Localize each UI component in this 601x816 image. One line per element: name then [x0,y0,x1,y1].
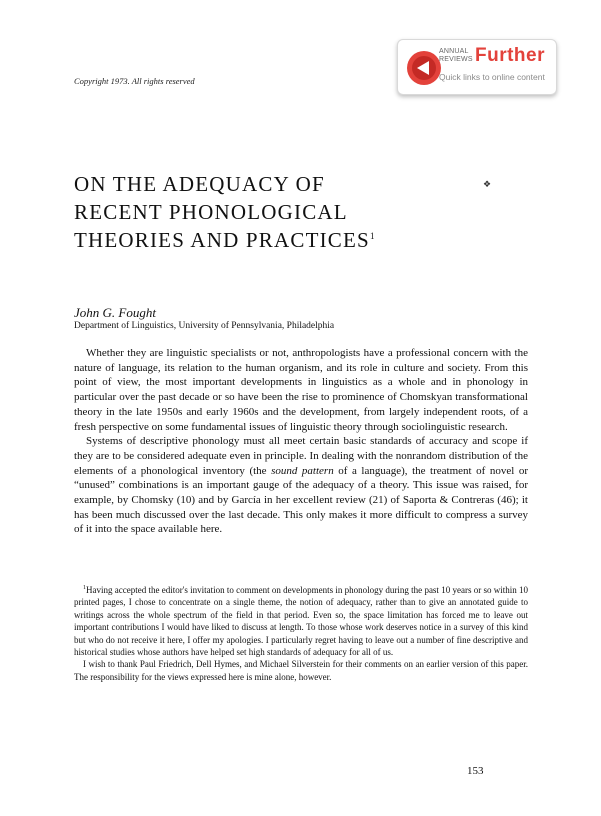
footnote-1-text: Having accepted the editor's invitation to comment on developments in phonology during the past 10 years or so within 10 printed pages, I chose to concentrate on a single theme, the notion of adequacy, rather than to give an annotated guide to writings across the whole spectrum of the field in that period. Even so, the space limitation has forced me to leave out important contributions I would have liked to discuss at length. To those whose work deserves notice in a survey of this kind but who do not receive it here, I offer my apologies. I particularly regret having to leave out a number of fine descriptive and historical studies whose authors have helped set high standards of adequacy for all of us. [74,585,528,658]
reviews-label: REVIEWS [439,56,473,63]
footnote-1-mark: 1 [83,585,86,591]
badge-tagline: Quick links to online content [439,72,545,82]
footnote-1 [74,584,528,658]
further-label: Further [475,45,545,66]
title-line-3: THEORIES AND PRACTICES [74,228,370,252]
paragraph-2-text-start: Systems of descriptive phonology must all meet certain basic standards of accuracy and scope if they are to be considered adequate even in principle. In dealing with the nonrandom distribution of the elements of a phonological inventory (the [74,435,528,477]
body-paragraph-1: Whether they are linguistic specialists or not, anthropologists have a professional concern with the nature of language, its relation to the human organism, and its role in culture and society. From this point of view, the most important developments in linguistics as a whole and in phonology in particular over the past decade or so have been the rise to prominence of Chomskyan transformational theory in the late 1950s and early 1960s and the development, from largely independent roots, of a fresh perspective on some fundamental issues of linguistic theory through sociolinguistic research. [74,347,528,433]
author-affiliation: Department of Linguistics, University of Pennsylvania, Philadelphia [74,321,335,331]
footnote-acknowledgment: I wish to thank Paul Friedrich, Dell Hymes, and Michael Silverstein for their comments on an earlier version of this paper. The responsibility for the views expressed here is mine alone, however. [74,659,528,682]
article-title [74,170,374,254]
annual-label: ANNUAL [439,48,469,55]
play-arrow-logo-icon [404,48,444,88]
paragraph-2-text-end: of a language), the treatment of novel or “unused” combinations is an important gauge of the adequacy of a theory. This issue was raised, for example, by Chomsky (10) and by García in her excellent review (21) of Saporta & Contreras (46); it has been much discussed over the last decade. This only makes it more difficult to compress a survey of it into the space available here. [74,464,528,536]
ornament-diamond-icon: ❖ [483,180,492,190]
title-line-1: ON THE ADEQUACY OF [74,172,325,196]
title-footnote-mark[interactable]: 1 [369,231,375,241]
sound-pattern-term: sound pattern [271,464,334,477]
annual-reviews-wordmark [439,48,473,64]
footnotes [74,584,528,683]
annual-reviews-further-badge[interactable] [397,39,557,95]
copyright-notice: Copyright 1973. All rights reserved [74,76,195,86]
page-number: 153 [467,765,484,777]
body-paragraph-2 [74,434,528,537]
title-line-2: RECENT PHONOLOGICAL [74,200,348,224]
article-body [74,346,528,537]
author-name: John G. Fought [74,305,156,320]
